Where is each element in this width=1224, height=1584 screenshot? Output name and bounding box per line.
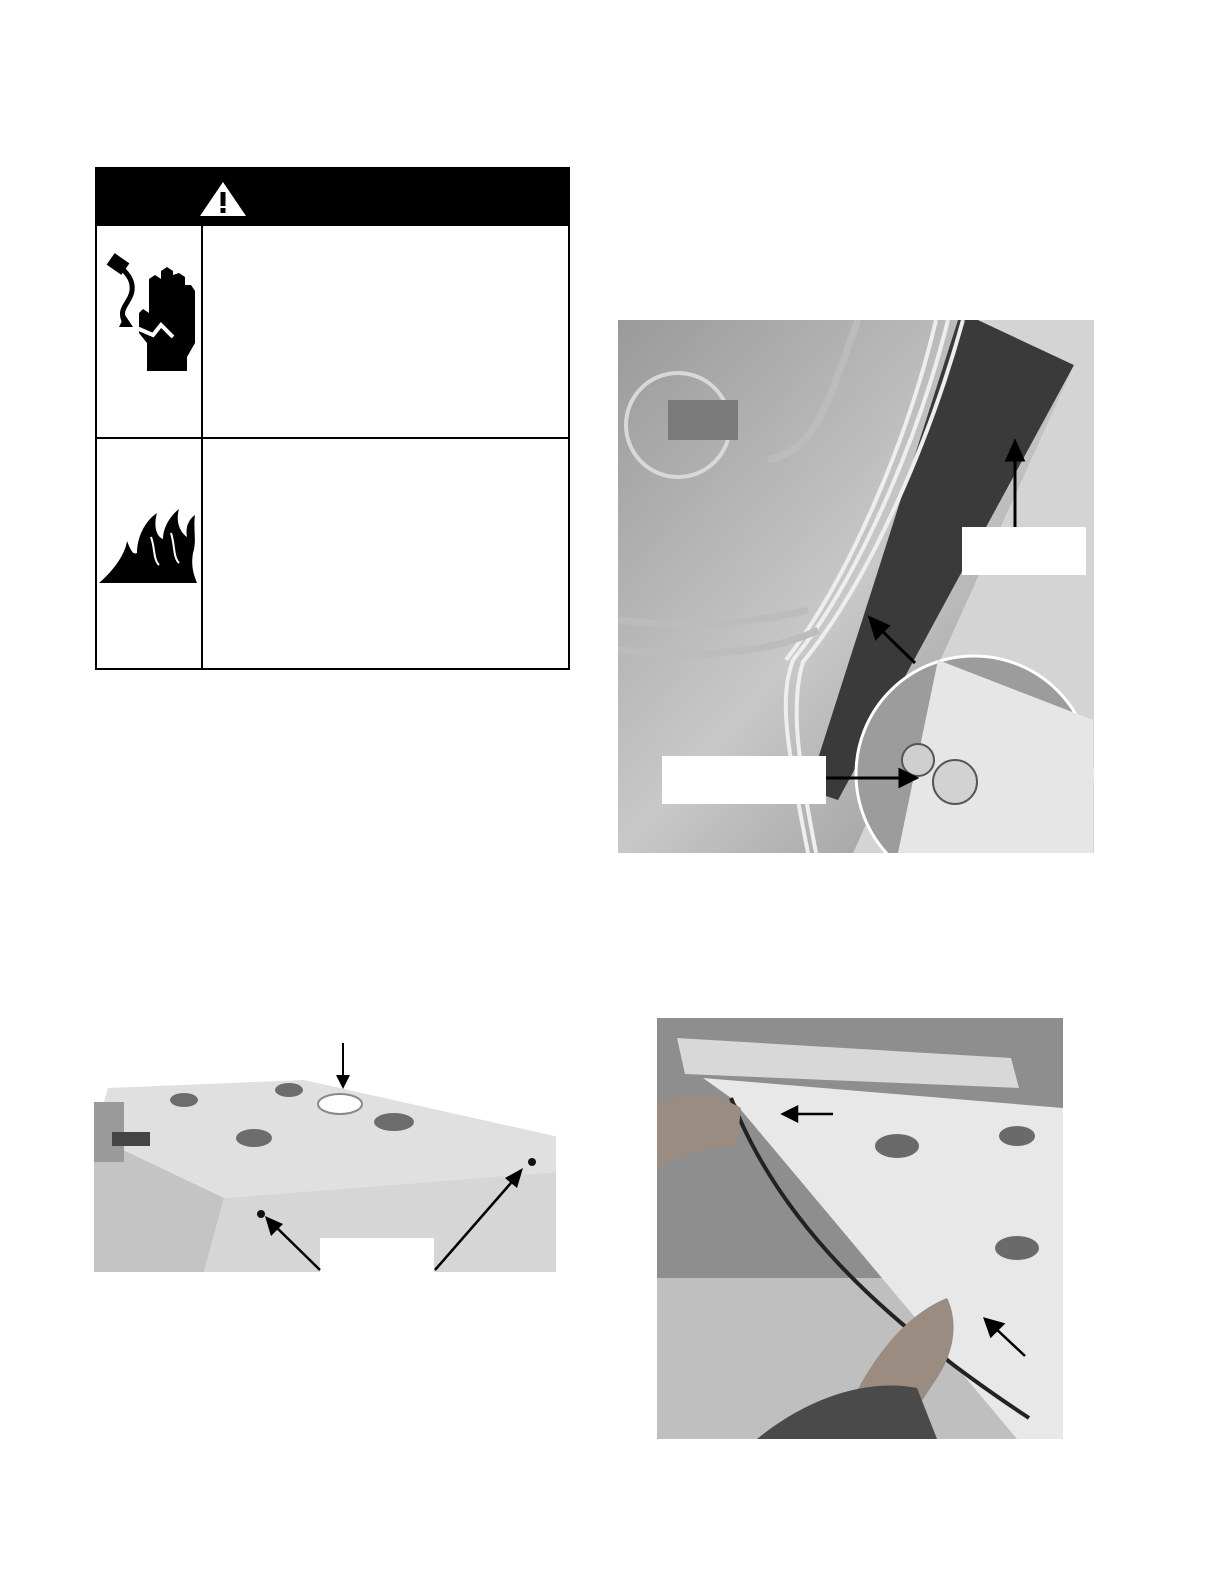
electrical-shock-hand-icon bbox=[103, 251, 198, 376]
arrows-to-screws bbox=[255, 1160, 535, 1275]
warning-header bbox=[97, 169, 568, 226]
warning-row-divider bbox=[97, 437, 568, 439]
fire-flames-icon bbox=[99, 507, 199, 585]
photo-cooktop-lift bbox=[657, 1018, 1063, 1439]
photo-cooktop-underside-wiring bbox=[618, 320, 1094, 853]
arrow-down-icon bbox=[333, 1043, 353, 1091]
warning-column-divider bbox=[201, 226, 203, 670]
warning-triangle-icon bbox=[197, 179, 249, 219]
warning-box bbox=[95, 167, 570, 670]
